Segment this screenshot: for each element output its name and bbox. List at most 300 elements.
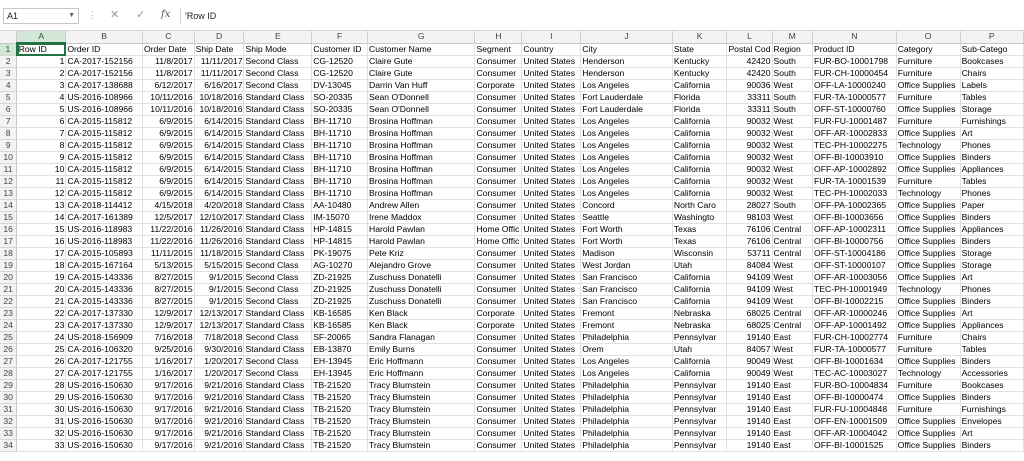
- row-header[interactable]: 29: [0, 380, 17, 392]
- cell-e18[interactable]: Standard Class: [244, 248, 312, 260]
- cell-g27[interactable]: Eric Hoffmann: [367, 356, 475, 368]
- cell-p2[interactable]: Bookcases: [960, 56, 1023, 68]
- cell-n9[interactable]: TEC-PH-10002275: [813, 140, 897, 152]
- cell-f31[interactable]: TB-21520: [312, 404, 368, 416]
- cell-o12[interactable]: Furniture: [896, 176, 960, 188]
- cell-e14[interactable]: Standard Class: [244, 200, 312, 212]
- cell-f34[interactable]: TB-21520: [312, 440, 368, 452]
- cell-i23[interactable]: United States: [522, 308, 581, 320]
- cell-b5[interactable]: US-2016-108966: [66, 92, 143, 104]
- cell-c32[interactable]: 9/17/2016: [142, 416, 194, 428]
- cell-a2[interactable]: 1: [17, 56, 66, 68]
- cell-g33[interactable]: Tracy Blumstein: [367, 428, 475, 440]
- cell-h20[interactable]: Consumer: [475, 272, 522, 284]
- cell-a18[interactable]: 17: [17, 248, 66, 260]
- cell-m9[interactable]: West: [772, 140, 813, 152]
- cell-h3[interactable]: Consumer: [475, 68, 522, 80]
- cell-m22[interactable]: West: [772, 296, 813, 308]
- cell-d32[interactable]: 9/21/2016: [194, 416, 244, 428]
- cell-c18[interactable]: 11/11/2015: [142, 248, 194, 260]
- cell-e16[interactable]: Standard Class: [244, 224, 312, 236]
- cell-b30[interactable]: US-2016-150630: [66, 392, 143, 404]
- cell-p11[interactable]: Appliances: [960, 164, 1023, 176]
- cell-i33[interactable]: United States: [522, 428, 581, 440]
- cell-p8[interactable]: Art: [960, 128, 1023, 140]
- row-header[interactable]: 9: [0, 140, 17, 152]
- cell-f29[interactable]: TB-21520: [312, 380, 368, 392]
- cell-h2[interactable]: Consumer: [475, 56, 522, 68]
- cell-b7[interactable]: CA-2015-115812: [66, 116, 143, 128]
- column-header-h[interactable]: H: [475, 31, 522, 43]
- cell-d12[interactable]: 6/14/2015: [194, 176, 244, 188]
- cell-j10[interactable]: Los Angeles: [581, 152, 673, 164]
- cell-c31[interactable]: 9/17/2016: [142, 404, 194, 416]
- cell-i17[interactable]: United States: [522, 236, 581, 248]
- cell-k17[interactable]: Texas: [672, 236, 727, 248]
- cell-n26[interactable]: FUR-TA-10000577: [813, 344, 897, 356]
- cell-p17[interactable]: Binders: [960, 236, 1023, 248]
- cell-p5[interactable]: Tables: [960, 92, 1023, 104]
- cell-k33[interactable]: Pennsylvar: [672, 428, 727, 440]
- cell-j27[interactable]: Los Angeles: [581, 356, 673, 368]
- cell-h28[interactable]: Consumer: [475, 368, 522, 380]
- cell-l23[interactable]: 68025: [727, 308, 772, 320]
- cell-j3[interactable]: Henderson: [581, 68, 673, 80]
- cell-a19[interactable]: 18: [17, 260, 66, 272]
- cell-a34[interactable]: 33: [17, 440, 66, 452]
- cell-d1[interactable]: Ship Date: [194, 43, 244, 56]
- cell-p9[interactable]: Phones: [960, 140, 1023, 152]
- cell-i7[interactable]: United States: [522, 116, 581, 128]
- cell-n5[interactable]: FUR-TA-10000577: [813, 92, 897, 104]
- cell-n17[interactable]: OFF-BI-10000756: [813, 236, 897, 248]
- cell-i14[interactable]: United States: [522, 200, 581, 212]
- cell-d4[interactable]: 6/16/2017: [194, 80, 244, 92]
- cell-n23[interactable]: OFF-AR-10000246: [813, 308, 897, 320]
- cell-h22[interactable]: Consumer: [475, 296, 522, 308]
- cell-l14[interactable]: 28027: [727, 200, 772, 212]
- cell-j18[interactable]: Madison: [581, 248, 673, 260]
- cell-k30[interactable]: Pennsylvar: [672, 392, 727, 404]
- column-header-g[interactable]: G: [367, 31, 475, 43]
- cell-j22[interactable]: San Francisco: [581, 296, 673, 308]
- cell-e1[interactable]: Ship Mode: [244, 43, 312, 56]
- cell-d28[interactable]: 1/20/2017: [194, 368, 244, 380]
- cell-j26[interactable]: Orem: [581, 344, 673, 356]
- row-header[interactable]: 31: [0, 404, 17, 416]
- cell-e27[interactable]: Second Class: [244, 356, 312, 368]
- cell-b34[interactable]: US-2016-150630: [66, 440, 143, 452]
- cell-k15[interactable]: Washingto: [672, 212, 727, 224]
- cell-i9[interactable]: United States: [522, 140, 581, 152]
- formula-input[interactable]: 'Row ID: [180, 8, 1020, 24]
- cell-a7[interactable]: 6: [17, 116, 66, 128]
- cell-o6[interactable]: Office Supplies: [896, 104, 960, 116]
- cell-c23[interactable]: 12/9/2017: [142, 308, 194, 320]
- cell-c6[interactable]: 10/11/2016: [142, 104, 194, 116]
- cell-n11[interactable]: OFF-AP-10002892: [813, 164, 897, 176]
- cell-p13[interactable]: Phones: [960, 188, 1023, 200]
- cell-m6[interactable]: South: [772, 104, 813, 116]
- cell-j28[interactable]: Los Angeles: [581, 368, 673, 380]
- cell-f18[interactable]: PK-19075: [312, 248, 368, 260]
- cell-b32[interactable]: US-2016-150630: [66, 416, 143, 428]
- cell-n8[interactable]: OFF-AR-10002833: [813, 128, 897, 140]
- cell-c13[interactable]: 6/9/2015: [142, 188, 194, 200]
- cell-f4[interactable]: DV-13045: [312, 80, 368, 92]
- cell-p18[interactable]: Storage: [960, 248, 1023, 260]
- cell-c4[interactable]: 6/12/2017: [142, 80, 194, 92]
- cell-g19[interactable]: Alejandro Grove: [367, 260, 475, 272]
- row-header[interactable]: 3: [0, 68, 17, 80]
- cell-k9[interactable]: California: [672, 140, 727, 152]
- cell-i21[interactable]: United States: [522, 284, 581, 296]
- cell-f8[interactable]: BH-11710: [312, 128, 368, 140]
- cell-c21[interactable]: 8/27/2015: [142, 284, 194, 296]
- cell-h7[interactable]: Consumer: [475, 116, 522, 128]
- cell-o31[interactable]: Furniture: [896, 404, 960, 416]
- column-header-f[interactable]: F: [312, 31, 368, 43]
- cell-a14[interactable]: 13: [17, 200, 66, 212]
- cell-p26[interactable]: Tables: [960, 344, 1023, 356]
- cell-j17[interactable]: Fort Worth: [581, 236, 673, 248]
- cell-d27[interactable]: 1/20/2017: [194, 356, 244, 368]
- cell-p3[interactable]: Chairs: [960, 68, 1023, 80]
- cell-d3[interactable]: 11/11/2017: [194, 68, 244, 80]
- cell-m8[interactable]: West: [772, 128, 813, 140]
- cell-b15[interactable]: CA-2017-161389: [66, 212, 143, 224]
- cell-p20[interactable]: Art: [960, 272, 1023, 284]
- cell-j32[interactable]: Philadelphia: [581, 416, 673, 428]
- cell-c5[interactable]: 10/11/2016: [142, 92, 194, 104]
- cell-b27[interactable]: CA-2017-121755: [66, 356, 143, 368]
- cell-l33[interactable]: 19140: [727, 428, 772, 440]
- cell-f24[interactable]: KB-16585: [312, 320, 368, 332]
- column-header-m[interactable]: M: [772, 31, 813, 43]
- cell-e17[interactable]: Standard Class: [244, 236, 312, 248]
- cell-i22[interactable]: United States: [522, 296, 581, 308]
- cell-a27[interactable]: 26: [17, 356, 66, 368]
- cell-g21[interactable]: Zuschuss Donatelli: [367, 284, 475, 296]
- cell-l9[interactable]: 90032: [727, 140, 772, 152]
- cell-p6[interactable]: Storage: [960, 104, 1023, 116]
- cell-b12[interactable]: CA-2015-115812: [66, 176, 143, 188]
- cell-g25[interactable]: Sandra Flanagan: [367, 332, 475, 344]
- cell-e26[interactable]: Standard Class: [244, 344, 312, 356]
- cell-c12[interactable]: 6/9/2015: [142, 176, 194, 188]
- cell-l4[interactable]: 90036: [727, 80, 772, 92]
- cell-f14[interactable]: AA-10480: [312, 200, 368, 212]
- cell-a16[interactable]: 15: [17, 224, 66, 236]
- cell-a3[interactable]: 2: [17, 68, 66, 80]
- cell-f2[interactable]: CG-12520: [312, 56, 368, 68]
- cell-i24[interactable]: United States: [522, 320, 581, 332]
- column-header-n[interactable]: N: [813, 31, 897, 43]
- cell-n18[interactable]: OFF-ST-10004186: [813, 248, 897, 260]
- cell-g10[interactable]: Brosina Hoffman: [367, 152, 475, 164]
- row-header[interactable]: 10: [0, 152, 17, 164]
- cell-f30[interactable]: TB-21520: [312, 392, 368, 404]
- cell-d31[interactable]: 9/21/2016: [194, 404, 244, 416]
- cell-f27[interactable]: EH-13945: [312, 356, 368, 368]
- cell-h16[interactable]: Home Offic: [475, 224, 522, 236]
- cell-g20[interactable]: Zuschuss Donatelli: [367, 272, 475, 284]
- cell-d14[interactable]: 4/20/2018: [194, 200, 244, 212]
- cell-o11[interactable]: Office Supplies: [896, 164, 960, 176]
- cell-m26[interactable]: West: [772, 344, 813, 356]
- cell-e8[interactable]: Standard Class: [244, 128, 312, 140]
- cell-m33[interactable]: East: [772, 428, 813, 440]
- cell-p16[interactable]: Appliances: [960, 224, 1023, 236]
- cell-h25[interactable]: Consumer: [475, 332, 522, 344]
- cell-h21[interactable]: Consumer: [475, 284, 522, 296]
- cell-a8[interactable]: 7: [17, 128, 66, 140]
- cell-k5[interactable]: Florida: [672, 92, 727, 104]
- cell-p30[interactable]: Binders: [960, 392, 1023, 404]
- cell-c25[interactable]: 7/16/2018: [142, 332, 194, 344]
- cell-d33[interactable]: 9/21/2016: [194, 428, 244, 440]
- cell-k8[interactable]: California: [672, 128, 727, 140]
- cancel-icon[interactable]: ✕: [110, 9, 120, 21]
- cell-o1[interactable]: Category: [896, 43, 960, 56]
- cell-e33[interactable]: Standard Class: [244, 428, 312, 440]
- cell-d9[interactable]: 6/14/2015: [194, 140, 244, 152]
- cell-h14[interactable]: Consumer: [475, 200, 522, 212]
- row-header[interactable]: 5: [0, 92, 17, 104]
- cell-b20[interactable]: CA-2015-143336: [66, 272, 143, 284]
- cell-o17[interactable]: Office Supplies: [896, 236, 960, 248]
- cell-n10[interactable]: OFF-BI-10003910: [813, 152, 897, 164]
- cell-l7[interactable]: 90032: [727, 116, 772, 128]
- cell-h32[interactable]: Consumer: [475, 416, 522, 428]
- cell-a31[interactable]: 30: [17, 404, 66, 416]
- cell-e21[interactable]: Second Class: [244, 284, 312, 296]
- cell-k6[interactable]: Florida: [672, 104, 727, 116]
- cell-o25[interactable]: Furniture: [896, 332, 960, 344]
- cell-a30[interactable]: 29: [17, 392, 66, 404]
- cell-o34[interactable]: Office Supplies: [896, 440, 960, 452]
- cell-d23[interactable]: 12/13/2017: [194, 308, 244, 320]
- cell-e2[interactable]: Second Class: [244, 56, 312, 68]
- cell-p27[interactable]: Binders: [960, 356, 1023, 368]
- cell-k27[interactable]: California: [672, 356, 727, 368]
- cell-g23[interactable]: Ken Black: [367, 308, 475, 320]
- cell-j1[interactable]: City: [581, 43, 673, 56]
- cell-l1[interactable]: Postal Cod: [728, 43, 771, 54]
- cell-c30[interactable]: 9/17/2016: [142, 392, 194, 404]
- cell-n13[interactable]: TEC-PH-10002033: [813, 188, 897, 200]
- cell-j33[interactable]: Philadelphia: [581, 428, 673, 440]
- column-header-b[interactable]: B: [66, 31, 143, 43]
- cell-b23[interactable]: CA-2017-137330: [66, 308, 143, 320]
- cell-b8[interactable]: CA-2015-115812: [66, 128, 143, 140]
- row-header[interactable]: 33: [0, 428, 17, 440]
- cell-b1[interactable]: Order ID: [66, 43, 143, 56]
- cell-e7[interactable]: Standard Class: [244, 116, 312, 128]
- row-header[interactable]: 26: [0, 344, 17, 356]
- cell-b10[interactable]: CA-2015-115812: [66, 152, 143, 164]
- cell-p29[interactable]: Bookcases: [960, 380, 1023, 392]
- cell-i28[interactable]: United States: [522, 368, 581, 380]
- cell-j13[interactable]: Los Angeles: [581, 188, 673, 200]
- cell-d19[interactable]: 5/15/2015: [194, 260, 244, 272]
- cell-h23[interactable]: Corporate: [475, 308, 522, 320]
- cell-f20[interactable]: ZD-21925: [312, 272, 368, 284]
- cell-g34[interactable]: Tracy Blumstein: [367, 440, 475, 452]
- cell-e30[interactable]: Standard Class: [244, 392, 312, 404]
- column-header-i[interactable]: I: [522, 31, 581, 43]
- cell-l27[interactable]: 90049: [727, 356, 772, 368]
- cell-p33[interactable]: Art: [960, 428, 1023, 440]
- cell-d8[interactable]: 6/14/2015: [194, 128, 244, 140]
- column-header-l[interactable]: L: [727, 31, 772, 43]
- cell-o24[interactable]: Office Supplies: [896, 320, 960, 332]
- cell-i6[interactable]: United States: [522, 104, 581, 116]
- cell-g22[interactable]: Zuschuss Donatelli: [367, 296, 475, 308]
- cell-k7[interactable]: California: [672, 116, 727, 128]
- cell-d26[interactable]: 9/30/2016: [194, 344, 244, 356]
- cell-i5[interactable]: United States: [522, 92, 581, 104]
- cell-n4[interactable]: OFF-LA-10000240: [813, 80, 897, 92]
- cell-d7[interactable]: 6/14/2015: [194, 116, 244, 128]
- cell-g1[interactable]: Customer Name: [367, 43, 475, 56]
- cell-g18[interactable]: Pete Kriz: [367, 248, 475, 260]
- cell-m5[interactable]: South: [772, 92, 813, 104]
- cell-b18[interactable]: CA-2015-105893: [66, 248, 143, 260]
- cell-l13[interactable]: 90032: [727, 188, 772, 200]
- cell-g6[interactable]: Sean O'Donnell: [367, 104, 475, 116]
- cell-j31[interactable]: Philadelphia: [581, 404, 673, 416]
- cell-b33[interactable]: US-2016-150630: [66, 428, 143, 440]
- cell-i16[interactable]: United States: [522, 224, 581, 236]
- cell-p22[interactable]: Binders: [960, 296, 1023, 308]
- cell-f7[interactable]: BH-11710: [312, 116, 368, 128]
- row-header[interactable]: 7: [0, 116, 17, 128]
- cell-n12[interactable]: FUR-TA-10001539: [813, 176, 897, 188]
- cell-c34[interactable]: 9/17/2016: [142, 440, 194, 452]
- cell-f25[interactable]: SF-20065: [312, 332, 368, 344]
- cell-f12[interactable]: BH-11710: [312, 176, 368, 188]
- cell-o26[interactable]: Furniture: [896, 344, 960, 356]
- cell-l11[interactable]: 90032: [727, 164, 772, 176]
- row-header[interactable]: 2: [0, 56, 17, 68]
- cell-k25[interactable]: Pennsylvar: [672, 332, 727, 344]
- cell-m20[interactable]: West: [772, 272, 813, 284]
- cell-n16[interactable]: OFF-AP-10002311: [813, 224, 897, 236]
- cell-k32[interactable]: Pennsylvar: [672, 416, 727, 428]
- cell-b17[interactable]: US-2016-118983: [66, 236, 143, 248]
- cell-c19[interactable]: 5/13/2015: [142, 260, 194, 272]
- cell-g8[interactable]: Brosina Hoffman: [367, 128, 475, 140]
- cell-e12[interactable]: Standard Class: [244, 176, 312, 188]
- cell-m11[interactable]: West: [772, 164, 813, 176]
- cell-a22[interactable]: 21: [17, 296, 66, 308]
- cell-e19[interactable]: Second Class: [244, 260, 312, 272]
- row-header[interactable]: 19: [0, 260, 17, 272]
- cell-k1[interactable]: State: [672, 43, 727, 56]
- cell-f10[interactable]: BH-11710: [312, 152, 368, 164]
- cell-k20[interactable]: California: [672, 272, 727, 284]
- cell-e34[interactable]: Standard Class: [244, 440, 312, 452]
- cell-g32[interactable]: Tracy Blumstein: [367, 416, 475, 428]
- cell-i2[interactable]: United States: [522, 56, 581, 68]
- cell-g16[interactable]: Harold Pawlan: [367, 224, 475, 236]
- column-header-e[interactable]: E: [244, 31, 312, 43]
- cell-f28[interactable]: EH-13945: [312, 368, 368, 380]
- row-header[interactable]: 6: [0, 104, 17, 116]
- cell-m25[interactable]: East: [772, 332, 813, 344]
- cell-m16[interactable]: Central: [772, 224, 813, 236]
- cell-k10[interactable]: California: [672, 152, 727, 164]
- cell-k14[interactable]: North Caro: [672, 200, 727, 212]
- column-header-o[interactable]: O: [896, 31, 960, 43]
- cell-a26[interactable]: 25: [17, 344, 66, 356]
- cell-l17[interactable]: 76106: [727, 236, 772, 248]
- cell-o5[interactable]: Furniture: [896, 92, 960, 104]
- cell-h13[interactable]: Consumer: [475, 188, 522, 200]
- cell-m31[interactable]: East: [772, 404, 813, 416]
- cell-d21[interactable]: 9/1/2015: [194, 284, 244, 296]
- cell-e11[interactable]: Standard Class: [244, 164, 312, 176]
- cell-c9[interactable]: 6/9/2015: [142, 140, 194, 152]
- cell-g12[interactable]: Brosina Hoffman: [367, 176, 475, 188]
- cell-a32[interactable]: 31: [17, 416, 66, 428]
- cell-b14[interactable]: CA-2018-114412: [66, 200, 143, 212]
- cell-g24[interactable]: Ken Black: [367, 320, 475, 332]
- cell-p34[interactable]: Binders: [960, 440, 1023, 452]
- cell-e28[interactable]: Second Class: [244, 368, 312, 380]
- cell-o29[interactable]: Furniture: [896, 380, 960, 392]
- cell-h33[interactable]: Consumer: [475, 428, 522, 440]
- cell-h17[interactable]: Home Offic: [475, 236, 522, 248]
- cell-d17[interactable]: 11/26/2016: [194, 236, 244, 248]
- cell-g29[interactable]: Tracy Blumstein: [367, 380, 475, 392]
- cell-n15[interactable]: OFF-BI-10003656: [813, 212, 897, 224]
- cell-b3[interactable]: CA-2017-152156: [66, 68, 143, 80]
- cell-p12[interactable]: Tables: [960, 176, 1023, 188]
- cell-j12[interactable]: Los Angeles: [581, 176, 673, 188]
- row-header[interactable]: 13: [0, 188, 17, 200]
- cell-f11[interactable]: BH-11710: [312, 164, 368, 176]
- cell-e31[interactable]: Standard Class: [244, 404, 312, 416]
- row-header[interactable]: 30: [0, 392, 17, 404]
- cell-h27[interactable]: Consumer: [475, 356, 522, 368]
- cell-m13[interactable]: West: [772, 188, 813, 200]
- cell-n27[interactable]: OFF-BI-10001634: [813, 356, 897, 368]
- cell-n20[interactable]: OFF-AR-10003056: [813, 272, 897, 284]
- cell-a4[interactable]: 3: [17, 80, 66, 92]
- cell-p7[interactable]: Furnishings: [960, 116, 1023, 128]
- cell-i20[interactable]: United States: [522, 272, 581, 284]
- cell-l31[interactable]: 19140: [727, 404, 772, 416]
- cell-d5[interactable]: 10/18/2016: [194, 92, 244, 104]
- cell-o21[interactable]: Technology: [896, 284, 960, 296]
- cell-o33[interactable]: Office Supplies: [896, 428, 960, 440]
- cell-j9[interactable]: Los Angeles: [581, 140, 673, 152]
- cell-c29[interactable]: 9/17/2016: [142, 380, 194, 392]
- cell-e13[interactable]: Standard Class: [244, 188, 312, 200]
- cell-p24[interactable]: Appliances: [960, 320, 1023, 332]
- cell-b22[interactable]: CA-2015-143336: [66, 296, 143, 308]
- cell-o20[interactable]: Office Supplies: [896, 272, 960, 284]
- cell-p31[interactable]: Furnishings: [960, 404, 1023, 416]
- cell-d29[interactable]: 9/21/2016: [194, 380, 244, 392]
- chevron-down-icon[interactable]: ▼: [68, 12, 75, 19]
- cell-a24[interactable]: 23: [17, 320, 66, 332]
- cell-j23[interactable]: Fremont: [581, 308, 673, 320]
- drag-handle-icon[interactable]: ⋮: [88, 10, 96, 20]
- cell-n14[interactable]: OFF-PA-10002365: [813, 200, 897, 212]
